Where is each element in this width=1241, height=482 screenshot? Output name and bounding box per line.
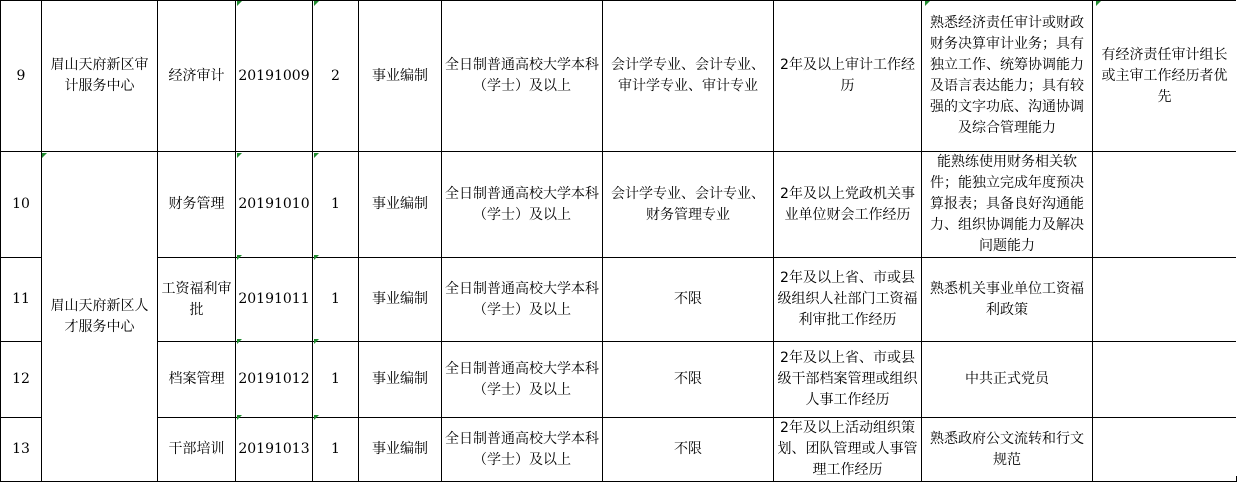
table-row [1,1,1237,152]
seq-cell[interactable]: 13 [1,418,42,482]
cell-marker-icon [925,1,930,6]
seq-cell[interactable]: 9 [1,1,42,152]
type-cell[interactable]: 事业编制 [359,152,442,258]
education-cell[interactable]: 全日制普通高校大学本科（学士）及以上 [442,152,603,258]
other-cell[interactable] [1093,152,1237,258]
education-cell[interactable]: 全日制普通高校大学本科（学士）及以上 [442,418,603,482]
major-cell[interactable]: 不限 [603,342,774,418]
ability-cell[interactable]: 熟悉机关事业单位工资福利政策 [922,258,1093,342]
seq-cell[interactable]: 10 [1,152,42,258]
code-cell[interactable]: 20191011 [236,258,313,342]
type-cell[interactable]: 事业编制 [359,418,442,482]
other-cell[interactable] [1093,258,1237,342]
type-cell[interactable]: 事业编制 [359,342,442,418]
unit-cell[interactable]: 眉山天府新区人才服务中心 [42,152,158,482]
other-cell[interactable]: 有经济责任审计组长或主审工作经历者优先 [1093,1,1237,152]
education-cell[interactable]: 全日制普通高校大学本科（学士）及以上 [442,1,603,152]
cell-marker-icon [314,415,319,420]
code-cell[interactable]: 20191012 [236,342,313,418]
position-cell[interactable]: 档案管理 [158,342,236,418]
major-cell[interactable]: 不限 [603,418,774,482]
position-cell[interactable]: 工资福利审批 [158,258,236,342]
cell-marker-icon [314,339,319,344]
major-cell[interactable]: 会计学专业、会计专业、审计学专业、审计专业 [603,1,774,152]
table-row [1,418,1237,482]
experience-cell[interactable]: 2年及以上活动组织策划、团队管理或人事管理工作经历 [774,418,922,482]
seq-cell[interactable]: 11 [1,258,42,342]
count-cell[interactable]: 1 [313,152,359,258]
cell-marker-icon [314,1,319,6]
other-cell[interactable] [1093,342,1237,418]
cell-marker-icon [237,415,242,420]
unit-cell[interactable]: 眉山天府新区审计服务中心 [42,1,158,152]
ability-cell[interactable]: 能熟练使用财务相关软件；能独立完成年度预决算报表；具备良好沟通能力、组织协调能力及解决问题能力 [922,152,1093,258]
education-cell[interactable]: 全日制普通高校大学本科（学士）及以上 [442,258,603,342]
experience-cell[interactable]: 2年及以上省、市或县级组织人社部门工资福利审批工作经历 [774,258,922,342]
table-row [1,258,1237,342]
major-cell[interactable]: 不限 [603,258,774,342]
ability-cell[interactable]: 熟悉政府公文流转和行文规范 [922,418,1093,482]
code-cell[interactable]: 20191009 [236,1,313,152]
major-cell[interactable]: 会计学专业、会计专业、财务管理专业 [603,152,774,258]
sheet-edge [1236,0,1241,476]
ability-cell[interactable]: 熟悉经济责任审计或财政财务决算审计业务；具有独立工作、统筹协调能力及语言表达能力；具有较强的文字功底、沟通协调及综合管理能力 [922,1,1093,152]
code-cell[interactable]: 20191010 [236,152,313,258]
cell-marker-icon [237,153,242,158]
other-cell[interactable] [1093,418,1237,482]
count-cell[interactable]: 1 [313,258,359,342]
education-cell[interactable]: 全日制普通高校大学本科（学士）及以上 [442,342,603,418]
cell-marker-icon [314,255,319,260]
count-cell[interactable]: 2 [313,1,359,152]
experience-cell[interactable]: 2年及以上省、市或县级干部档案管理或组织人事工作经历 [774,342,922,418]
position-cell[interactable]: 干部培训 [158,418,236,482]
type-cell[interactable]: 事业编制 [359,258,442,342]
code-cell[interactable]: 20191013 [236,418,313,482]
seq-cell[interactable]: 12 [1,342,42,418]
experience-cell[interactable]: 2年及以上党政机关事业单位财会工作经历 [774,152,922,258]
ability-cell[interactable]: 中共正式党员 [922,342,1093,418]
position-cell[interactable]: 经济审计 [158,1,236,152]
count-cell[interactable]: 1 [313,342,359,418]
type-cell[interactable]: 事业编制 [359,1,442,152]
table-row [1,342,1237,418]
cell-marker-icon [237,1,242,6]
cell-marker-icon [42,153,47,158]
count-cell[interactable]: 1 [313,418,359,482]
cell-marker-icon [314,153,319,158]
experience-cell[interactable]: 2年及以上审计工作经历 [774,1,922,152]
position-cell[interactable]: 财务管理 [158,152,236,258]
cell-marker-icon [1096,1,1101,6]
cell-marker-icon [237,339,242,344]
table-row [1,152,1237,258]
cell-marker-icon [237,255,242,260]
